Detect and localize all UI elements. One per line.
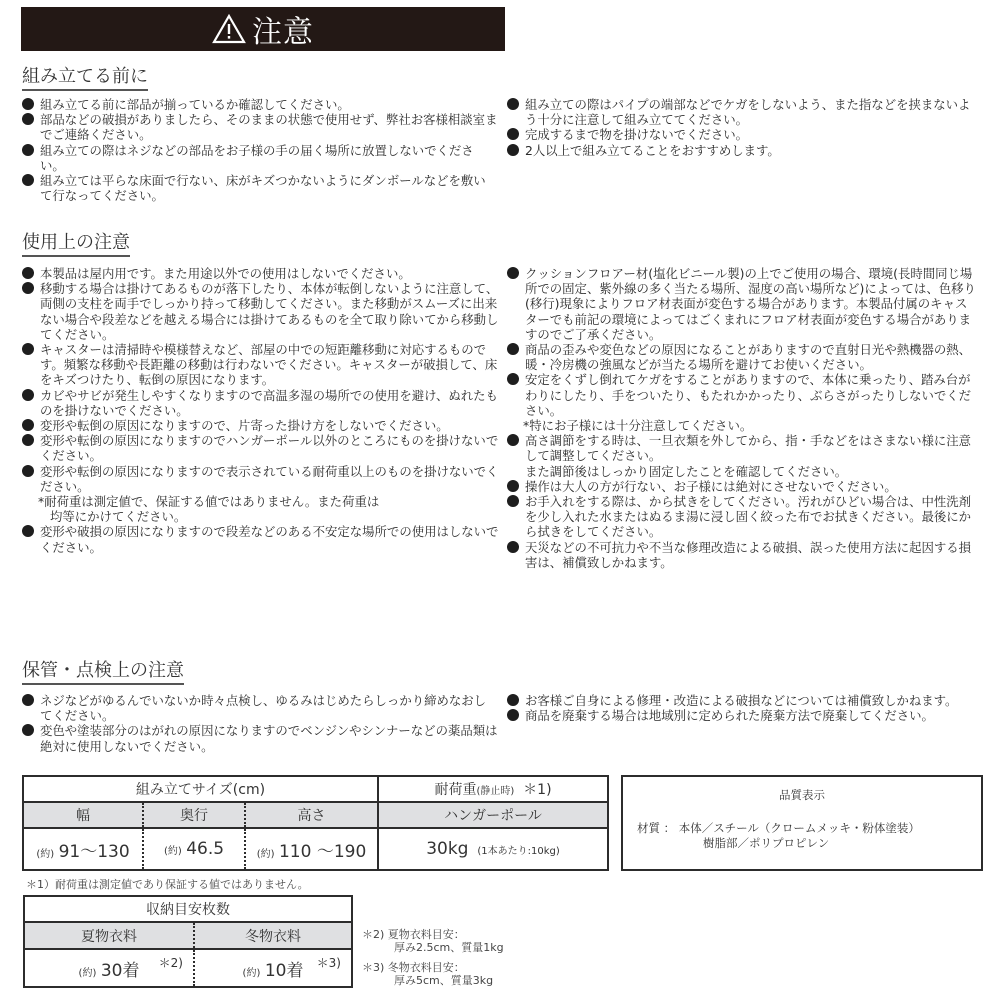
bullet-icon (507, 480, 519, 492)
list-item: 2人以上で組み立てることをおすすめします。 (507, 143, 975, 158)
list-item: 変色や塗装部分のはがれの原因になりますのでベンジンやシンナーなどの薬品類は絶対に使用しないでください。 (22, 723, 498, 753)
usage-right-list (507, 266, 977, 570)
list-item: 天災などの不可抗力や不当な修理改造による破損、誤った使用方法に起因する損害は、補償致しかねます。 (507, 540, 977, 570)
quality-title: 品質表示 (779, 788, 825, 802)
capacity-note-summer: ＊2) 夏物衣料目安： 厚み2.5cm、質量1kg (362, 928, 504, 954)
bullet-icon (22, 694, 34, 706)
bullet-icon (507, 495, 519, 507)
col-winter: 冬物衣料 (194, 922, 352, 949)
bullet-icon (22, 465, 34, 477)
list-item: お客様ご自身による修理・改造による破損などについては補償致しかねます。 (507, 693, 977, 708)
value-height: (約) 110 〜190 (245, 828, 378, 870)
list-item: 組み立ては平らな床面で行ない、床がキズつかないようにダンボールなどを敷いて行なってください。 (22, 173, 498, 203)
value-depth: (約) 46.5 (143, 828, 245, 870)
usage-left-list (22, 266, 500, 555)
list-item: 商品を廃棄する場合は地域別に定められた廃棄方法で廃棄してください。 (507, 708, 977, 723)
list-item: カビやサビが発生しやすくなりますので高温多湿の場所での使用を避け、ぬれたものを掛けないでください。 (22, 388, 500, 418)
list-item: お手入れをする際は、から拭きをしてください。汚れがひどい場合は、中性洗剤を少し入れた水またはぬるま湯に浸し固く絞った布でお拭きください。最後にから拭きをしてください。 (507, 494, 977, 540)
footnote-load: ＊1）耐荷重は測定値であり保証する値ではありません。 (26, 878, 309, 891)
bullet-icon (22, 282, 34, 294)
list-item: 変形や破損の原因になりますので段差などのある不安定な場所での使用はしないでください。 (22, 524, 500, 554)
list-item: 変形や転倒の原因になりますので、片寄った掛け方をしないでください。 (22, 418, 500, 433)
list-item: 本製品は屋内用です。また用途以外での使用はしないでください。 (22, 266, 500, 281)
bullet-icon (507, 267, 519, 279)
assembly-left-list (22, 97, 498, 203)
caution-banner (21, 7, 505, 51)
capacity-note-winter: ＊3) 冬物衣料目安： 厚み5cm、質量3kg (362, 961, 494, 987)
storage-right-list (507, 693, 977, 723)
bullet-icon (507, 709, 519, 721)
bullet-icon (22, 434, 34, 446)
bullet-icon (22, 98, 34, 110)
value-width: (約) 91〜130 (23, 828, 143, 870)
col-height: 高さ (245, 802, 378, 828)
list-item: ネジなどがゆるんでいないか時々点検し、ゆるみはじめたらしっかり締めなおしてください。 (22, 693, 498, 723)
bullet-icon (507, 144, 519, 156)
load-note: *耐荷重は測定値で、保証する値ではありません。また荷重は (38, 494, 380, 510)
bullet-icon (507, 434, 519, 446)
bullet-icon (507, 98, 519, 110)
list-item: 組み立ての際はパイプの端部などでケガをしないよう、また指などを挟まないよう十分に注意して組み立ててください。 (507, 97, 975, 127)
bullet-icon (22, 343, 34, 355)
list-item: 部品などの破損がありましたら、そのままの状態で使用せず、弊社お客様相談室までご連絡ください。 (22, 112, 498, 142)
capacity-header: 収納目安枚数 (24, 896, 352, 922)
spec-table (22, 775, 609, 871)
col-depth: 奥行 (143, 802, 245, 828)
section-title-assembly: 組み立てる前に (22, 66, 148, 91)
list-item: 変形や転倒の原因になりますのでハンガーポール以外のところにものを掛けないでください。 (22, 433, 500, 463)
list-item: 完成するまで物を掛けないでください。 (507, 127, 975, 142)
capacity-table (23, 895, 353, 988)
list-item: 移動する場合は掛けてあるものが落下したり、本体が転倒しないように注意して、両側の支柱を両手でしっかり持って移動してください。また移動がスムーズに出来ない場合や段差などを越える場合には掛けてあるものを全て取り除いてから移動してください。 (22, 281, 500, 342)
bullet-icon (507, 541, 519, 553)
load-note-cont: 均等にかけてください。 (50, 509, 187, 525)
bullet-icon (507, 373, 519, 385)
bullet-icon (22, 389, 34, 401)
size-header: 組み立てサイズ(cm) (23, 776, 378, 802)
warning-triangle-icon (212, 14, 246, 44)
bullet-icon (507, 128, 519, 140)
list-item: 高さ調節をする時は、一旦衣類を外してから、指・手などをはさまない様に注意して調整してください。 (507, 433, 977, 463)
bullet-icon (22, 113, 34, 125)
list-item: 組み立てる前に部品が揃っているか確認してください。 (22, 97, 498, 112)
assembly-right-list (507, 97, 975, 158)
bullet-icon (22, 174, 34, 186)
value-winter: (約) 10着 ＊3) (194, 949, 352, 987)
section-title-usage: 使用上の注意 (22, 232, 130, 257)
section-title-storage: 保管・点検上の注意 (22, 660, 184, 685)
bullet-icon (22, 144, 34, 156)
col-hanger-pole: ハンガーポール (378, 802, 608, 828)
bullet-icon (22, 525, 34, 537)
col-summer: 夏物衣料 (24, 922, 194, 949)
list-item: 変形や転倒の原因になりますので表示されている耐荷重以上のものを掛けないでください。 (22, 464, 500, 494)
banner-title: 注意 (252, 15, 314, 50)
bullet-icon (22, 419, 34, 431)
quality-material: 材質 ： 本体／スチール（クロームメッキ・粉体塗装） 樹脂部／ポリプロピレン (637, 821, 920, 850)
bullet-icon (22, 267, 34, 279)
value-load: 30kg (1本あたり:10kg) (378, 828, 608, 870)
list-item: 安定をくずし倒れてケガをすることがありますので、本体に乗ったり、踏み台がわりにしたり、手をついたり、もたれかかったり、ぶらさがったりしないでください。 (507, 372, 977, 418)
bullet-icon (22, 724, 34, 736)
list-item: キャスターは清掃時や模様替えなど、部屋の中での短距離移動に対応するものです。頻繁な移動や長距離の移動は行わないでください。キャスターが破損して、床をキズつけたり、転倒の原因になります。 (22, 342, 500, 388)
col-width: 幅 (23, 802, 143, 828)
value-summer: (約) 30着 ＊2) (24, 949, 194, 987)
list-item: 商品の歪みや変色などの原因になることがありますので直射日光や熱機器の熱、暖・冷房機の強風などが当たる場所を避けてお使いください。 (507, 342, 977, 372)
children-note: *特にお子様には十分注意してください。 (523, 418, 753, 434)
list-item: 操作は大人の方が行ない、お子様には絶対にさせないでください。 (507, 479, 977, 494)
bullet-icon (507, 694, 519, 706)
adjust-note: また調節後はしっかり固定したことを確認してください。 (525, 463, 848, 479)
quality-label-box (621, 775, 983, 871)
bullet-icon (507, 343, 519, 355)
load-header: 耐荷重(静止時) ＊1) (378, 776, 608, 802)
list-item: 組み立ての際はネジなどの部品をお子様の手の届く場所に放置しないでください。 (22, 143, 498, 173)
storage-left-list (22, 693, 498, 754)
list-item: クッションフロアー材(塩化ビニール製)の上でご使用の場合、環境(長時間同じ場所での固定、紫外線の多く当たる場所、湿度の高い場所など)によっては、色移り(移行)現象によりフロア材表面が変色する場合があります。本製品付属のキャスターでも前記の環境によってはごくまれにフロア材表面が変色する場合がありますのでご了承ください。 (507, 266, 977, 342)
